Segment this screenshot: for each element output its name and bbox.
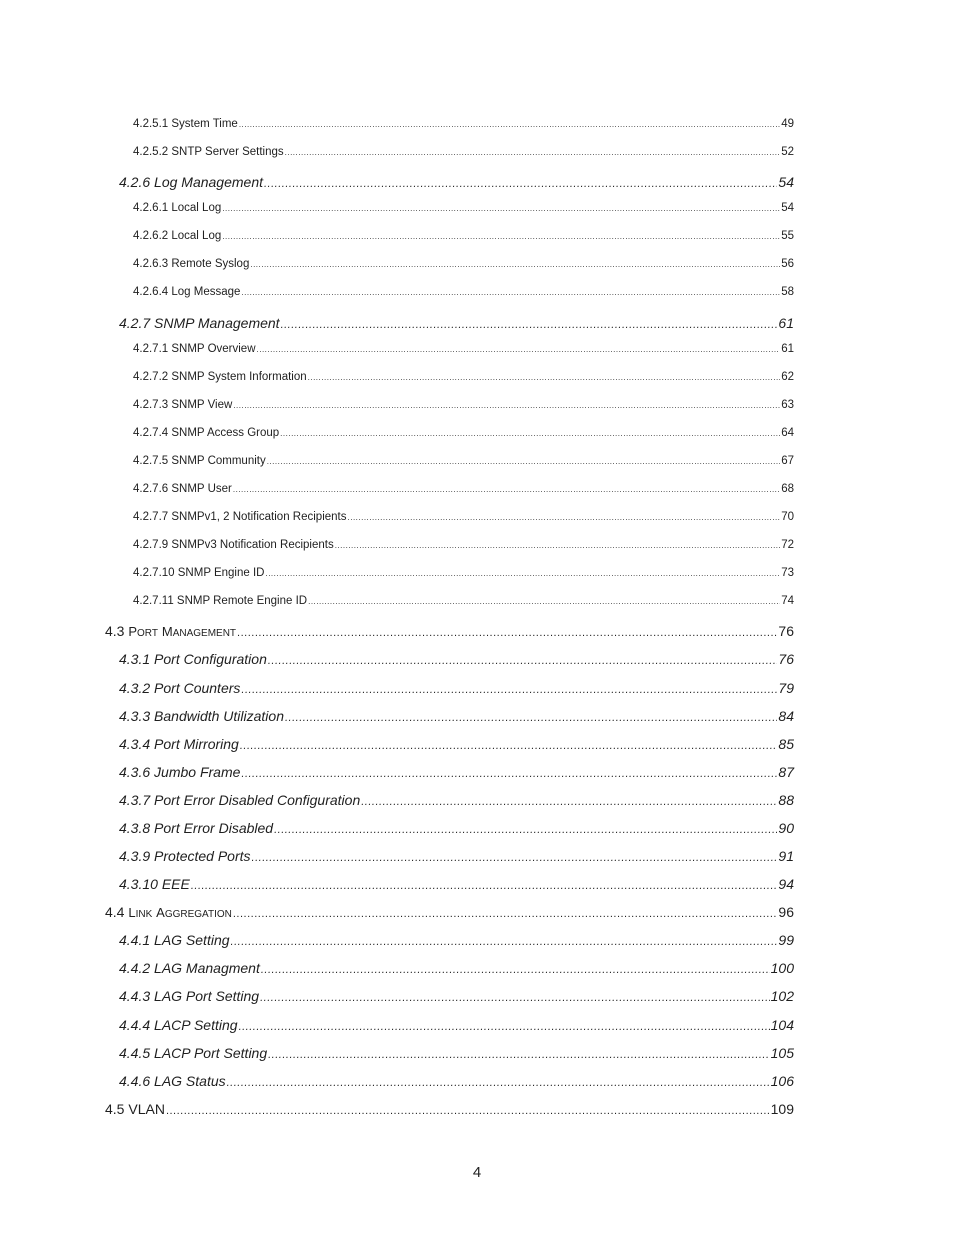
toc-entry-title: 4.3.7 Port Error Disabled Configuration <box>119 791 361 808</box>
toc-page-number: 49 <box>781 118 794 130</box>
toc-dot-leader <box>308 597 780 606</box>
toc-entry-title: 4.2.7 SNMP Management <box>119 314 280 331</box>
toc-page-number: 104 <box>770 1016 794 1033</box>
toc-page-number: 63 <box>781 398 794 411</box>
toc-dot-leader <box>241 684 777 696</box>
toc-entry-title: 4.3.4 Port Mirroring <box>119 735 239 752</box>
toc-dot-leader <box>285 148 781 157</box>
toc-dot-leader <box>335 541 780 550</box>
toc-dot-leader <box>268 1049 770 1061</box>
toc-page-number: 76 <box>778 651 794 668</box>
toc-entry-title: 4.3.6 Jumbo Frame <box>119 763 241 780</box>
toc-entry[interactable] <box>0 477 794 505</box>
toc-entry[interactable] <box>0 1011 794 1039</box>
toc-entry-title: 4.2.6.4 Log Message <box>133 286 241 299</box>
toc-page-number: 87 <box>778 763 794 780</box>
toc-dot-leader <box>281 319 778 331</box>
toc-entry[interactable] <box>0 393 794 421</box>
toc-dot-leader <box>239 120 780 129</box>
toc-entry-title: 4.2.7.10 SNMP Engine ID <box>133 567 265 580</box>
toc-page-number: 79 <box>778 679 794 696</box>
toc-dot-leader <box>233 908 778 920</box>
toc-dot-leader <box>257 345 781 354</box>
toc-entry-title: 4.2.7.3 SNMP View <box>133 398 233 411</box>
toc-page-number: 76 <box>778 623 794 640</box>
toc-dot-leader <box>227 1077 770 1089</box>
toc-page-number: 85 <box>778 735 794 752</box>
toc-page-number: 88 <box>778 791 794 808</box>
toc-dot-leader <box>267 457 780 466</box>
toc-page-number: 73 <box>781 567 794 580</box>
toc-page-number: 91 <box>778 848 794 865</box>
toc-entry[interactable] <box>0 196 794 224</box>
toc-page-number: 102 <box>770 988 794 1005</box>
toc-entry-title: 4.5 VLAN <box>105 1100 165 1117</box>
toc-entry-title: 4.2.7.5 SNMP Community <box>133 454 266 467</box>
toc-entry[interactable] <box>0 365 794 393</box>
toc-dot-leader <box>348 513 781 522</box>
toc-entry[interactable] <box>0 533 794 561</box>
toc-entry[interactable] <box>0 926 794 954</box>
toc-entry-title: 4.2.6.2 Local Log <box>133 230 222 243</box>
toc-dot-leader <box>239 1021 770 1033</box>
toc-page-number: 54 <box>781 202 794 215</box>
toc-entry[interactable] <box>0 589 794 617</box>
toc-page-number: 52 <box>781 146 794 159</box>
toc-entry[interactable] <box>0 112 794 140</box>
toc-page-number: 62 <box>781 370 794 383</box>
toc-entry[interactable] <box>0 645 794 673</box>
toc-entry-title: 4.3.9 Protected Ports <box>119 848 251 865</box>
toc-entry[interactable] <box>0 1067 794 1095</box>
toc-entry[interactable] <box>0 870 794 898</box>
toc-entry[interactable] <box>0 337 794 365</box>
toc-page-number: 56 <box>781 258 794 271</box>
toc-entry[interactable] <box>0 730 794 758</box>
toc-entry-title: 4.2.5.2 SNTP Server Settings <box>133 146 284 159</box>
toc-dot-leader <box>280 429 780 438</box>
toc-page-number: 106 <box>770 1072 794 1089</box>
toc-entry[interactable] <box>0 561 794 589</box>
toc-dot-leader <box>274 824 777 836</box>
toc-dot-leader <box>264 178 777 190</box>
table-of-contents <box>0 112 954 1123</box>
toc-dot-leader <box>308 373 781 382</box>
toc-page-number: 67 <box>781 454 794 467</box>
toc-entry-title: 4.2.7.11 SNMP Remote Engine ID <box>133 595 308 608</box>
toc-page-number: 55 <box>781 230 794 243</box>
toc-entry-title: 4.2.6 Log Management <box>119 174 263 191</box>
toc-entry[interactable] <box>0 168 794 196</box>
toc-dot-leader <box>231 936 778 948</box>
toc-dot-leader <box>191 880 778 892</box>
toc-entry-title: 4.4 LINK AGGREGATION <box>105 904 232 921</box>
toc-dot-leader <box>237 627 777 639</box>
toc-entry-title: 4.2.7.2 SNMP System Information <box>133 370 307 383</box>
toc-entry-title: 4.4.1 LAG Setting <box>119 932 230 949</box>
toc-dot-leader <box>166 1105 770 1117</box>
toc-page-number: 99 <box>778 932 794 949</box>
toc-entry-title: 4.2.5.1 System Time <box>133 118 238 130</box>
toc-entry-title: 4.2.7.4 SNMP Access Group <box>133 426 280 439</box>
toc-dot-leader <box>222 232 780 241</box>
toc-entry[interactable] <box>0 421 794 449</box>
toc-entry[interactable] <box>0 1095 794 1123</box>
toc-entry[interactable] <box>0 842 794 870</box>
toc-entry-title: 4.4.5 LACP Port Setting <box>119 1044 268 1061</box>
toc-entry[interactable] <box>0 814 794 842</box>
toc-page-number: 109 <box>770 1100 794 1117</box>
toc-entry[interactable] <box>0 954 794 982</box>
toc-entry[interactable] <box>0 786 794 814</box>
toc-entry[interactable] <box>0 505 794 533</box>
toc-page-number: 74 <box>781 595 794 608</box>
page-number: 4 <box>472 1164 482 1181</box>
toc-entry[interactable] <box>0 252 794 280</box>
toc-entry[interactable] <box>0 758 794 786</box>
toc-page-number: 70 <box>781 511 794 524</box>
toc-entry-title: 4.3.2 Port Counters <box>119 679 241 696</box>
toc-entry-title: 4.4.3 LAG Port Setting <box>119 988 260 1005</box>
toc-entry-title: 4.2.7.6 SNMP User <box>133 483 232 496</box>
toc-entry[interactable] <box>0 280 794 308</box>
toc-entry-title: 4.3 PORT MANAGEMENT <box>105 623 237 640</box>
toc-page-number: 54 <box>778 174 794 191</box>
toc-entry-title: 4.4.4 LACP Setting <box>119 1016 238 1033</box>
toc-entry-title: 4.2.6.1 Local Log <box>133 202 222 215</box>
toc-entry-title: 4.2.7.9 SNMPv3 Notification Recipients <box>133 539 334 552</box>
toc-dot-leader <box>285 712 777 724</box>
toc-page-number: 96 <box>778 904 794 921</box>
toc-dot-leader <box>250 260 780 269</box>
toc-dot-leader <box>241 768 777 780</box>
toc-page-number: 94 <box>778 876 794 893</box>
toc-entry[interactable] <box>0 140 794 168</box>
toc-entry-title: 4.3.8 Port Error Disabled <box>119 819 274 836</box>
toc-entry[interactable] <box>0 982 794 1010</box>
toc-dot-leader <box>261 964 770 976</box>
toc-entry-title: 4.2.7.7 SNMPv1, 2 Notification Recipients <box>133 511 347 524</box>
toc-page-number: 105 <box>770 1044 794 1061</box>
toc-entry[interactable] <box>0 702 794 730</box>
toc-dot-leader <box>268 655 778 667</box>
toc-entry[interactable] <box>0 617 794 645</box>
toc-entry-title: 4.3.10 EEE <box>119 876 190 893</box>
toc-dot-leader <box>240 740 778 752</box>
toc-dot-leader <box>260 992 770 1004</box>
toc-dot-leader <box>241 288 780 297</box>
toc-page-number: 84 <box>778 707 794 724</box>
toc-dot-leader <box>252 852 778 864</box>
toc-page-number: 58 <box>781 286 794 299</box>
toc-entry-title: 4.3.3 Bandwidth Utilization <box>119 707 284 724</box>
toc-entry-title: 4.4.2 LAG Managment <box>119 960 260 977</box>
toc-page-number: 61 <box>778 314 794 331</box>
toc-entry[interactable] <box>0 309 794 337</box>
toc-dot-leader <box>265 569 780 578</box>
toc-entry[interactable] <box>0 1039 794 1067</box>
toc-entry[interactable] <box>0 449 794 477</box>
toc-entry[interactable] <box>0 674 794 702</box>
toc-page-number: 61 <box>781 342 794 355</box>
toc-entry-title: 4.4.6 LAG Status <box>119 1072 226 1089</box>
toc-dot-leader <box>233 485 780 494</box>
toc-page-number: 100 <box>770 960 794 977</box>
toc-page-number: 64 <box>781 426 794 439</box>
toc-dot-leader <box>222 204 780 213</box>
toc-page-number: 72 <box>781 539 794 552</box>
toc-entry-title: 4.3.1 Port Configuration <box>119 651 267 668</box>
toc-entry[interactable] <box>0 898 794 926</box>
toc-entry-title: 4.2.6.3 Remote Syslog <box>133 258 250 271</box>
toc-page-number: 90 <box>778 819 794 836</box>
toc-dot-leader <box>361 796 777 808</box>
toc-entry[interactable] <box>0 224 794 252</box>
toc-page-number: 68 <box>781 483 794 496</box>
toc-entry-title: 4.2.7.1 SNMP Overview <box>133 342 256 355</box>
toc-dot-leader <box>233 401 780 410</box>
